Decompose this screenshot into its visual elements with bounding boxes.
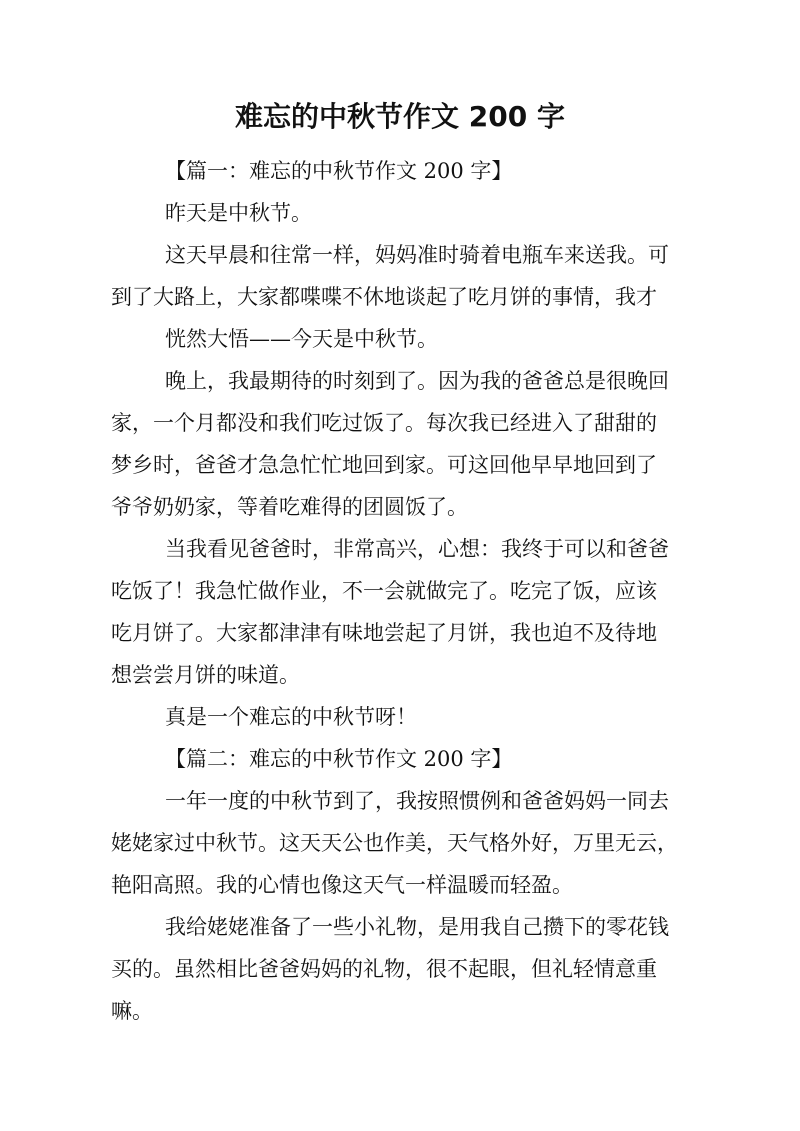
paragraph-line: 姥姥家过中秋节。这天天公也作美，天气格外好，万里无云， <box>111 831 678 855</box>
paragraph-line: 我给姥姥准备了一些小礼物，是用我自己攒下的零花钱 <box>165 915 669 939</box>
paragraph-line: 吃月饼了。大家都津津有味地尝起了月饼，我也迫不及待地 <box>111 621 657 645</box>
paragraph-line: 一年一度的中秋节到了，我按照惯例和爸爸妈妈一同去 <box>165 789 669 813</box>
paragraph <box>111 360 691 528</box>
section-heading-2: 【篇二：难忘的中秋节作文 200 字】 <box>165 747 513 771</box>
paragraph <box>111 528 691 696</box>
paragraph <box>111 906 691 1032</box>
paragraph-line: 到了大路上，大家都喋喋不休地谈起了吃月饼的事情，我才 <box>111 285 657 309</box>
paragraph-line: 家，一个月都没和我们吃过饭了。每次我已经进入了甜甜的 <box>111 411 657 435</box>
paragraph-line: 梦乡时，爸爸才急急忙忙地回到家。可这回他早早地回到了 <box>111 453 657 477</box>
document-body <box>111 150 691 1032</box>
paragraph-line: 当我看见爸爸时，非常高兴，心想：我终于可以和爸爸 <box>165 537 669 561</box>
paragraph <box>111 318 691 360</box>
paragraph-line: 买的。虽然相比爸爸妈妈的礼物，很不起眼，但礼轻情意重 <box>111 957 657 981</box>
paragraph-line: 真是一个难忘的中秋节呀！ <box>165 705 417 729</box>
paragraph-line: 恍然大悟——今天是中秋节。 <box>165 327 438 351</box>
section-heading-1: 【篇一：难忘的中秋节作文 200 字】 <box>165 159 513 183</box>
paragraph <box>111 234 691 318</box>
paragraph-line: 想尝尝月饼的味道。 <box>111 663 300 687</box>
paragraph <box>111 696 691 738</box>
paragraph-line: 吃饭了！我急忙做作业，不一会就做完了。吃完了饭，应该 <box>111 579 657 603</box>
page-title: 难忘的中秋节作文 200 字 <box>235 100 565 133</box>
paragraph-line: 晚上，我最期待的时刻到了。因为我的爸爸总是很晚回 <box>165 369 669 393</box>
paragraph-line: 爷爷奶奶家，等着吃难得的团圆饭了。 <box>111 495 468 519</box>
paragraph-line: 艳阳高照。我的心情也像这天气一样温暖而轻盈。 <box>111 873 573 897</box>
paragraph <box>111 780 691 906</box>
paragraph <box>111 192 691 234</box>
paragraph-line: 嘛。 <box>111 999 153 1023</box>
paragraph-line: 这天早晨和往常一样，妈妈准时骑着电瓶车来送我。可 <box>165 243 669 267</box>
paragraph-line: 昨天是中秋节。 <box>165 201 312 225</box>
